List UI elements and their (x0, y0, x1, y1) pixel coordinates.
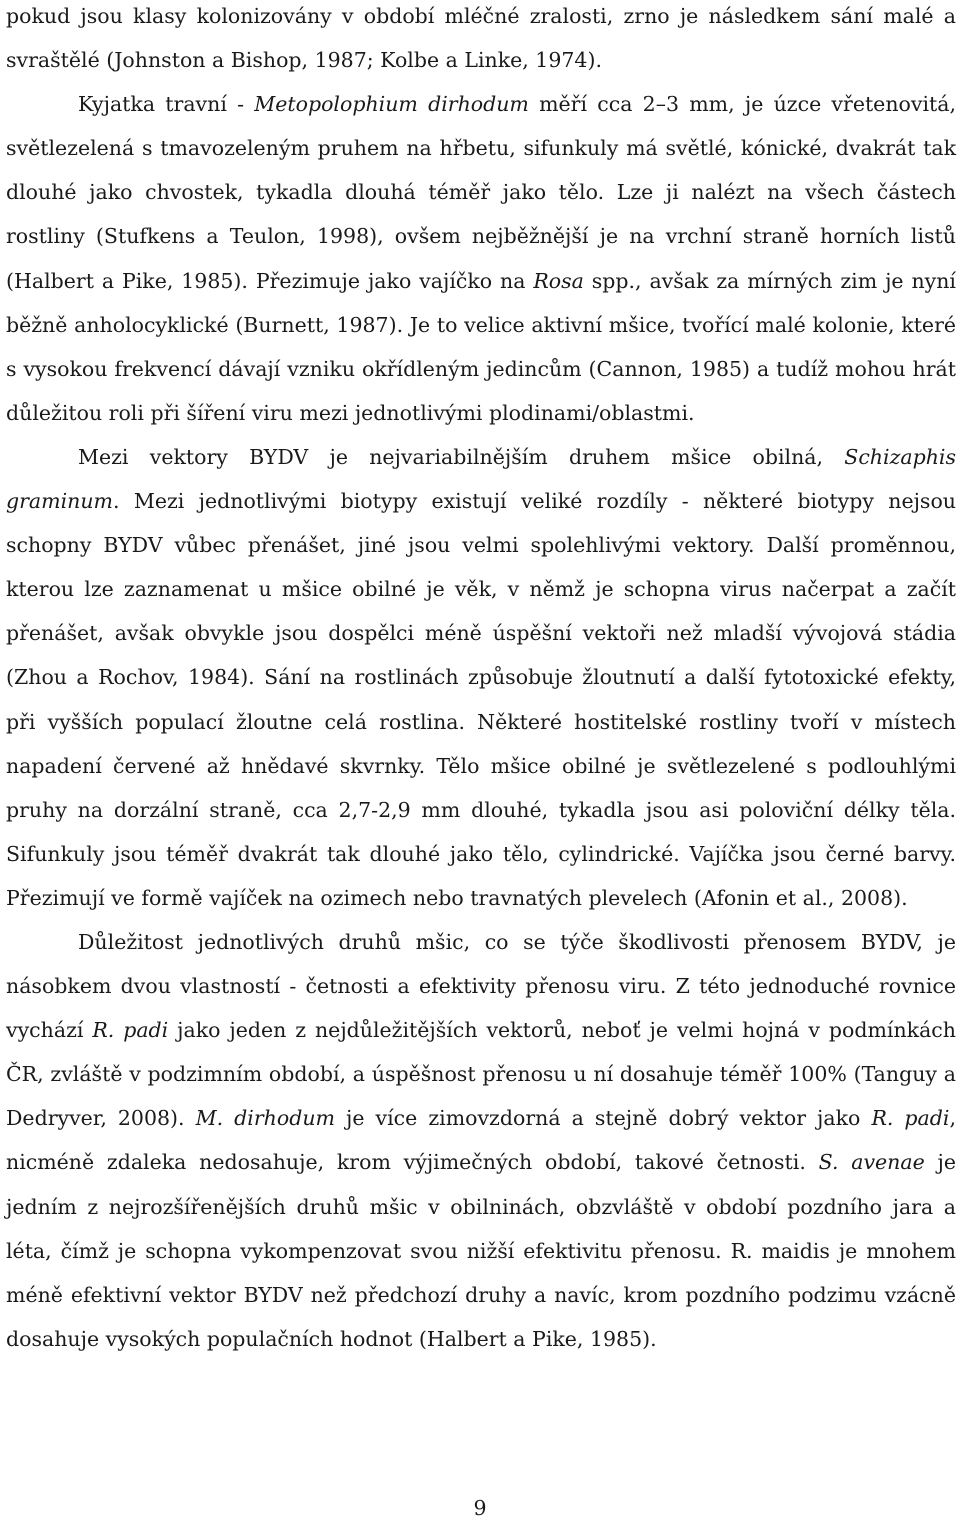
document-body (6, 0, 956, 1361)
text-run: je jedním z nejrozšířenějších druhů mšic v obilninách, obzvláště v období pozdního jara a léta, čímž je schopna vykompenzovat svou nižší efektivitu přenosu. R. maidis je mnohem méně efektivní vektor BYDV než předchozí druhy a navíc, krom pozdního podzimu vzácně dosahuje vysokých populačních hodnot (Halbert a Pike, 1985). (6, 1150, 956, 1351)
species-name: R. padi (871, 1106, 950, 1131)
text-run: Mezi vektory BYDV je nejvariabilnějším druhem mšice obilná, (78, 444, 845, 469)
species-name: M. dirhodum (195, 1106, 335, 1131)
species-name: Rosa (533, 268, 584, 293)
text-run: . Mezi jednotlivými biotypy existují veliké rozdíly - některé biotypy nejsou schopny BYDV vůbec přenášet, jiné jsou velmi spolehlivými vektory. Další proměnnou, kterou lze zaznamenat u mšice obilné je věk, v němž je schopna virus načerpat a začít přenášet, avšak obvykle jsou dospělci méně úspěšní vektoři než mladší vývojová stádia (Zhou a Rochov, 1984). Sání na rostlinách způsobuje žloutnutí a další fytotoxické efekty, při vyšších populací žloutne celá rostlina. Některé hostitelské rostliny tvoří v místech napadení červené až hnědavé skvrnky. Tělo mšice obilné je světlezelené s podlouhlými pruhy na dorzální straně, cca 2,7-2,9 mm dlouhé, tykadla jsou asi poloviční délky těla. Sifunkuly jsou téměř dvakrát tak dlouhé jako tělo, cylindrické. Vajíčka jsou černé barvy. Přezimují ve formě vajíček na ozimech nebo travnatých plevelech (Afonin et al., 2008). (6, 489, 956, 910)
text-run: Kyjatka travní - (78, 92, 255, 117)
text-run: měří cca 2–3 mm, je úzce vřetenovitá, světlezelená s tmavozeleným pruhem na hřbetu, sifunkuly má světlé, kónické, dvakrát tak dlouhé jako chvostek, tykadla dlouhá téměř jako tělo. Lze ji nalézt na všech částech rostliny (Stufkens a Teulon, 1998), ovšem nejběžnější je na vrchní straně horních listů (Halbert a Pike, 1985). Přezimuje jako vajíčko na (6, 92, 956, 293)
text-run: , nicméně zdaleka nedosahuje, krom výjimečných období, takové četnosti. (6, 1106, 956, 1175)
page-number: 9 (473, 1496, 487, 1520)
text-run: jako jeden z nejdůležitějších vektorů, neboť je velmi hojná v podmínkách ČR, zvláště v podzimním období, a úspěšnost přenosu u ní dosahuje téměř 100% (Tanguy a Dedryver, 2008). (6, 1018, 956, 1131)
paragraph-1 (6, 0, 956, 82)
paragraph-2 (6, 82, 956, 435)
species-name: Schizaphis graminum (6, 444, 956, 514)
paragraph-4 (6, 920, 956, 1361)
text-run: je více zimovzdorná a stejně dobrý vektor jako (334, 1106, 872, 1131)
species-name: Metopolophium dirhodum (254, 92, 529, 117)
text-run: spp., avšak za mírných zim je nyní běžně anholocyklické (Burnett, 1987). Je to velice aktivní mšice, tvořící malé kolonie, které s vysokou frekvencí dávají vzniku okřídleným jedincům (Cannon, 1985) a tudíž mohou hrát důležitou roli při šíření viru mezi jednotlivými plodinami/oblastmi. (6, 268, 956, 425)
paragraph-3 (6, 435, 956, 920)
text-run: Důležitost jednotlivých druhů mšic, co se týče škodlivosti přenosem BYDV, je násobkem dvou vlastností - četnosti a efektivity přenosu viru. Z této jednoduché rovnice vychází (6, 929, 956, 1043)
species-name: R. padi (92, 1018, 169, 1043)
species-name: S. avenae (818, 1150, 925, 1175)
text-run: pokud jsou klasy kolonizovány v období mléčné zralosti, zrno je následkem sání malé a svraštělé (Johnston a Bishop, 1987; Kolbe a Linke, 1974). (6, 4, 956, 73)
